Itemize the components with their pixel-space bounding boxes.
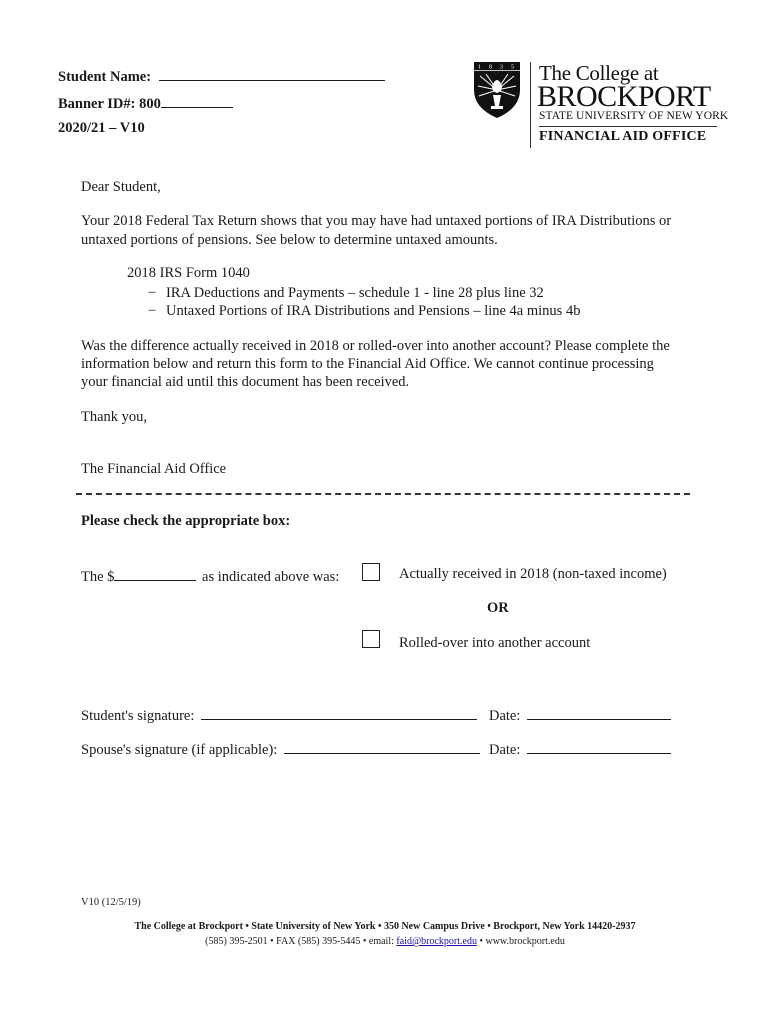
date-label: Date: — [489, 708, 521, 724]
form-title: 2018 IRS Form 1040 — [127, 265, 250, 281]
logo-rule — [539, 126, 717, 127]
or-label: OR — [487, 600, 509, 616]
dash-icon: − — [148, 285, 157, 301]
student-signature-row — [81, 705, 477, 725]
check-heading: Please check the appropriate box: — [81, 513, 291, 529]
dash-icon: − — [148, 303, 157, 319]
spouse-date-row — [489, 739, 671, 759]
student-name-field[interactable] — [159, 66, 385, 81]
received-checkbox[interactable] — [362, 563, 380, 581]
seal-digit: 3 — [500, 64, 503, 71]
seal-digit: 5 — [511, 64, 514, 71]
para2-line1: Was the difference actually received in 2018 or rolled-over into another account? Please complete the — [81, 338, 670, 354]
banner-id-field[interactable] — [161, 93, 233, 108]
logo-line2: BROCKPORT — [537, 80, 711, 113]
signoff: The Financial Aid Office — [81, 461, 227, 477]
spouse-date-field[interactable] — [527, 739, 671, 754]
year-version: 2020/21 – V10 — [58, 120, 145, 136]
cut-line — [76, 493, 690, 495]
amount-suffix: as indicated above was: — [202, 569, 340, 585]
rolled-over-checkbox[interactable] — [362, 630, 380, 648]
date-label: Date: — [489, 742, 521, 758]
student-date-row — [489, 705, 671, 725]
seal-digit: 8 — [489, 64, 492, 71]
option-rolled-over-label: Rolled-over into another account — [399, 635, 591, 651]
amount-row — [81, 566, 339, 586]
version-note: V10 (12/5/19) — [81, 897, 141, 908]
spouse-signature-label: Spouse's signature (if applicable): — [81, 742, 278, 758]
spouse-signature-row — [81, 739, 480, 759]
logo-line1: The College at — [539, 61, 659, 85]
logo-divider — [530, 62, 531, 148]
email-link[interactable]: faid@brockport.edu — [396, 936, 477, 947]
banner-id-label: Banner ID#: 800 — [58, 96, 161, 112]
greeting: Dear Student, — [81, 179, 161, 195]
logo-line3: STATE UNIVERSITY OF NEW YORK — [539, 110, 729, 122]
para1-line2: untaxed portions of pensions. See below to determine untaxed amounts. — [81, 232, 498, 248]
para2-line2: information below and return this form to the Financial Aid Office. We cannot continue processing — [81, 356, 654, 372]
logo-line4: FINANCIAL AID OFFICE — [539, 129, 707, 144]
student-signature-field[interactable] — [201, 705, 477, 720]
thanks: Thank you, — [81, 409, 148, 425]
student-signature-label: Student's signature: — [81, 708, 195, 724]
student-name-label: Student Name: — [58, 69, 152, 85]
seal-digit: 1 — [478, 64, 481, 71]
college-seal-icon — [472, 60, 522, 120]
amount-prefix: The $ — [81, 569, 115, 585]
footer-address: The College at Brockport • State University of New York • 350 New Campus Drive • Brockport, New York 14420-2937 — [134, 921, 636, 932]
student-date-field[interactable] — [527, 705, 671, 720]
student-name-row — [58, 66, 385, 86]
banner-id-row — [58, 93, 233, 113]
amount-field[interactable] — [114, 566, 196, 581]
option-received-label: Actually received in 2018 (non-taxed income) — [399, 566, 667, 582]
spouse-signature-field[interactable] — [284, 739, 480, 754]
para2-line3: your financial aid until this document has been received. — [81, 374, 410, 390]
para1-line1: Your 2018 Federal Tax Return shows that you may have had untaxed portions of IRA Distributions or — [81, 213, 672, 229]
bullet-item: − Untaxed Portions of IRA Distributions and Pensions – line 4a minus 4b — [148, 303, 581, 319]
bullet-item: − IRA Deductions and Payments – schedule 1 - line 28 plus line 32 — [148, 285, 544, 301]
footer-contact: (585) 395-2501 • FAX (585) 395-5445 • email: faid@brockport.edu • www.brockport.edu — [205, 936, 565, 947]
